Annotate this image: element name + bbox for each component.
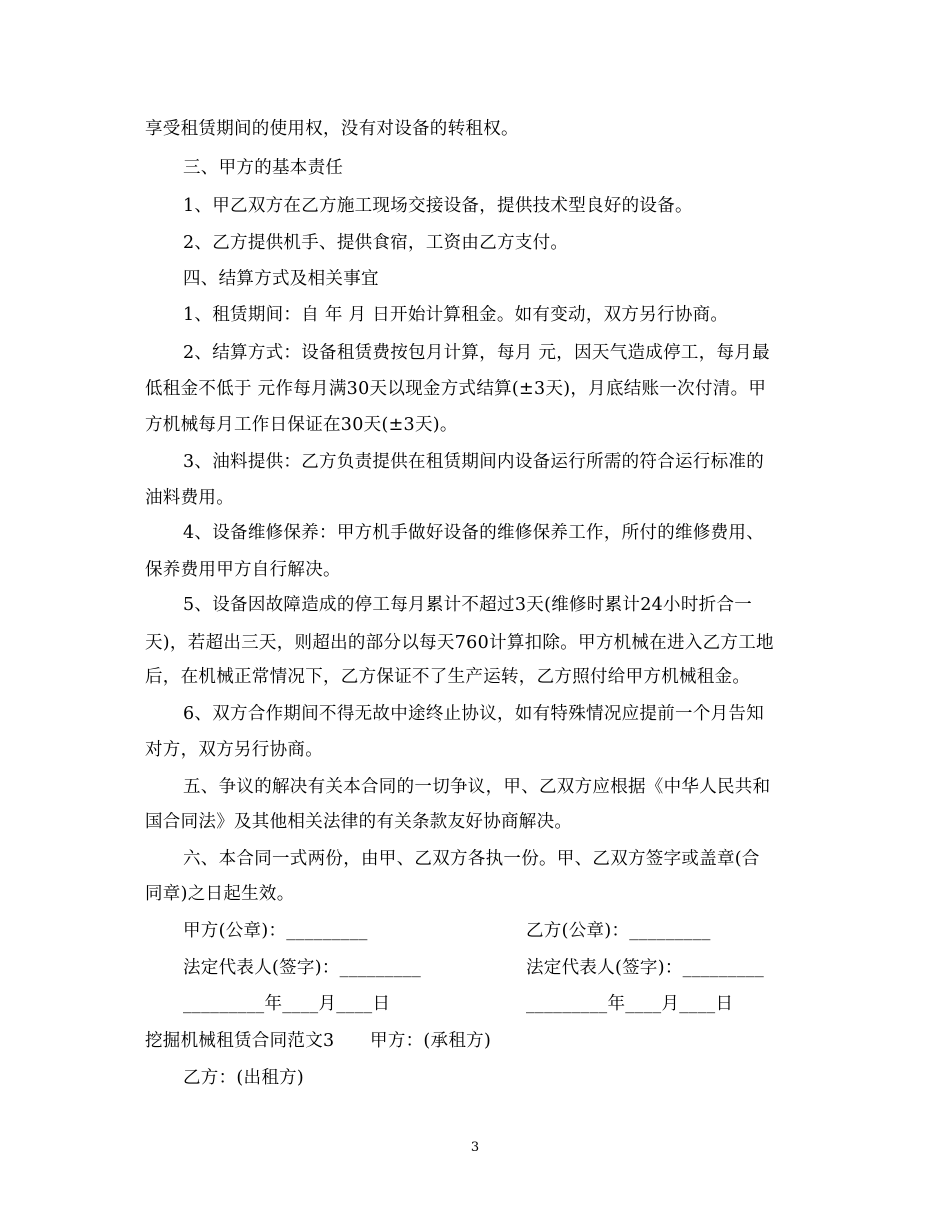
party-b-seal-line: 乙方(公章)：_________ [526,921,711,941]
body-line: 后，在机械正常情况下，乙方保证不了生产运转，乙方照付给甲方机械租金。 [145,667,751,687]
party-a-date-line: _________年____月____日 [183,994,391,1014]
body-line: 国合同法》及其他相关法律的有关条款友好协商解决。 [145,812,573,832]
lessor-line: 乙方：(出租方) [183,1068,305,1088]
party-a-representative-line: 法定代表人(签字)：_________ [183,958,422,978]
body-line: 2、乙方提供机手、提供食宿，工资由乙方支付。 [183,233,569,253]
party-a-seal-line: 甲方(公章)：_________ [183,921,368,941]
body-line: 享受租赁期间的使用权，没有对设备的转租权。 [145,119,519,139]
section-heading: 六、本合同一式两份，由甲、乙双方各执一份。甲、乙双方签字或盖章(合 [183,849,760,869]
body-line: 4、设备维修保养：甲方机手做好设备的维修保养工作，所付的维修费用、 [183,523,765,543]
body-line: 1、租赁期间：自 年 月 日开始计算租金。如有变动，双方另行协商。 [183,305,729,325]
body-line: 油料费用。 [145,488,234,508]
body-line: 对方，双方另行协商。 [145,740,323,760]
body-line: 1、甲乙双方在乙方施工现场交接设备，提供技术型良好的设备。 [183,196,693,216]
section-heading: 三、甲方的基本责任 [183,158,344,178]
page-number: 3 [470,1140,480,1155]
body-line: 3、油料提供：乙方负责提供在租赁期间内设备运行所需的符合运行标准的 [183,452,765,472]
body-line: 2、结算方式：设备租赁费按包月计算，每月 元，因天气造成停工，每月最 [183,343,770,363]
body-line: 方机械每月工作日保证在30天(±3天)。 [145,415,458,435]
body-line: 保养费用甲方自行解决。 [145,560,341,580]
party-b-date-line: _________年____月____日 [526,994,734,1014]
next-contract-title: 挖掘机械租赁合同范文3 甲方：(承租方) [145,1031,492,1051]
body-line: 同章)之日起生效。 [145,884,295,904]
section-heading: 四、结算方式及相关事宜 [183,269,379,289]
body-line: 天)，若超出三天，则超出的部分以每天760计算扣除。甲方机械在进入乙方工地 [145,633,774,653]
party-b-representative-line: 法定代表人(签字)：_________ [526,958,765,978]
body-line: 低租金不低于 元作每月满30天以现金方式结算(±3天)，月底结账一次付清。甲 [145,379,767,399]
body-line: 5、设备因故障造成的停工每月累计不超过3天(维修时累计24小时折合一 [183,595,753,615]
section-heading: 五、争议的解决有关本合同的一切争议，甲、乙双方应根据《中华人民共和 [183,777,771,797]
body-line: 6、双方合作期间不得无故中途终止协议，如有特殊情况应提前一个月告知 [183,704,765,724]
